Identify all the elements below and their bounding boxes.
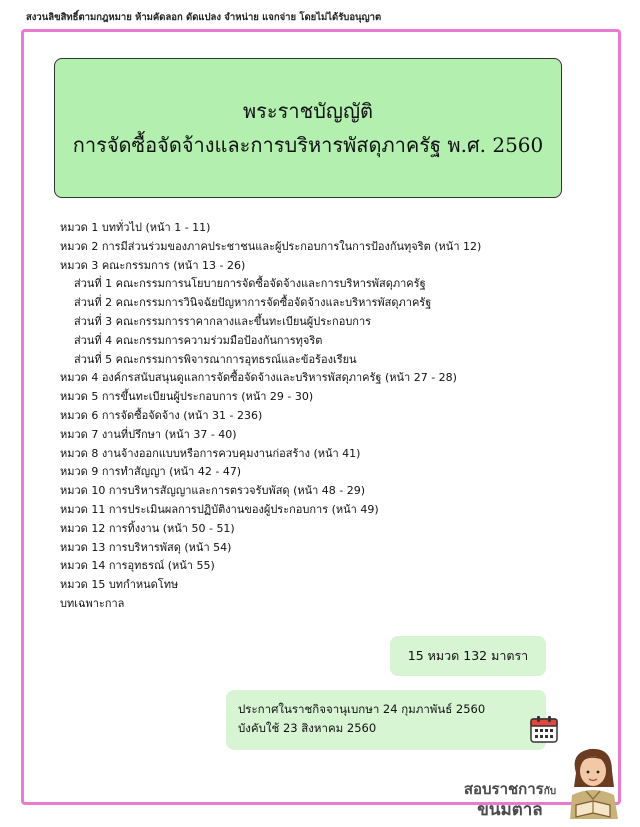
toc-item: หมวด 4 องค์กรสนับสนุนดูแลการจัดซื้อจัดจ้างและบริหารพัสดุภาครัฐ (หน้า 27 - 28) [60,371,457,385]
toc-item: บทเฉพาะกาล [60,596,125,610]
toc-subitem: ส่วนที่ 4 คณะกรรมการความร่วมมือป้องกันการทุจริต [74,333,323,347]
announcement-bubble [226,690,546,750]
toc-item: หมวด 14 การอุทธรณ์ (หน้า 55) [60,559,215,573]
toc-item: หมวด 1 บททั่วไป (หน้า 1 - 11) [60,221,211,234]
toc-item: หมวด 2 การมีส่วนร่วมของภาคประชาชนและผู้ประกอบการในการป้องกันทุจริต (หน้า 12) [60,239,482,253]
announcement-line-1: ประกาศในราชกิจจานุเบกษา 24 กุมภาพันธ์ 2560 [238,702,486,716]
toc-subitem: ส่วนที่ 5 คณะกรรมการพิจารณาการอุทธรณ์และข้อร้องเรียน [74,352,357,366]
toc-item: หมวด 12 การทิ้งงาน (หน้า 50 - 51) [60,521,235,535]
copyright-notice: สงวนลิขสิทธิ์ตามกฎหมาย ห้ามคัดลอก ดัดแปลง จำหน่าย แจกจ่าย โดยไม่ได้รับอนุญาต [26,12,382,23]
logo-line-1: สอบราชการ [463,780,544,798]
toc-item: หมวด 6 การจัดซื้อจัดจ้าง (หน้า 31 - 236) [60,408,263,422]
summary-bubble [390,636,546,676]
toc-item: หมวด 7 งานที่ปรึกษา (หน้า 37 - 40) [60,427,237,441]
toc-item: หมวด 11 การประเมินผลการปฏิบัติงานของผู้ประกอบการ (หน้า 49) [60,502,379,516]
title-box [54,58,562,198]
announcement-line-2: บังคับใช้ 23 สิงหาคม 2560 [238,721,377,735]
logo-line-1-small: กับ [543,786,557,797]
toc-item: หมวด 15 บทกำหนดโทษ [60,578,179,592]
toc-subitem: ส่วนที่ 1 คณะกรรมการนโยบายการจัดซื้อจัดจ้างและการบริหารพัสดุภาครัฐ [74,277,426,291]
brand-logo [440,780,580,820]
toc-item: หมวด 10 การบริหารสัญญาและการตรวจรับพัสดุ (หน้า 48 - 29) [60,484,366,498]
table-of-contents [60,219,550,614]
toc-item: หมวด 5 การขึ้นทะเบียนผู้ประกอบการ (หน้า 29 - 30) [60,390,314,404]
toc-item: หมวด 8 งานจ้างออกแบบหรือการควบคุมงานก่อสร้าง (หน้า 41) [60,446,361,460]
toc-subitem: ส่วนที่ 2 คณะกรรมการวินิจฉัยปัญหาการจัดซื้อจัดจ้างและบริหารพัสดุภาครัฐ [74,296,432,310]
toc-item: หมวด 9 การทำสัญญา (หน้า 42 - 47) [60,465,242,479]
toc-item: หมวด 13 การบริหารพัสดุ (หน้า 54) [60,540,232,554]
summary-text: 15 หมวด 132 มาตรา [407,648,529,663]
toc-subitem: ส่วนที่ 3 คณะกรรมการราคากลางและขึ้นทะเบียนผู้ประกอบการ [74,314,372,328]
calendar-icon [529,714,559,744]
title-line-2: การจัดซื้อจัดจ้างและการบริหารพัสดุภาครัฐ พ.ศ. 2560 [72,133,544,157]
toc-item: หมวด 3 คณะกรรมการ (หน้า 13 - 26) [60,258,246,272]
title-line-1: พระราชบัญญัติ [243,99,373,123]
logo-line-2: ขนมตาล [477,800,543,820]
